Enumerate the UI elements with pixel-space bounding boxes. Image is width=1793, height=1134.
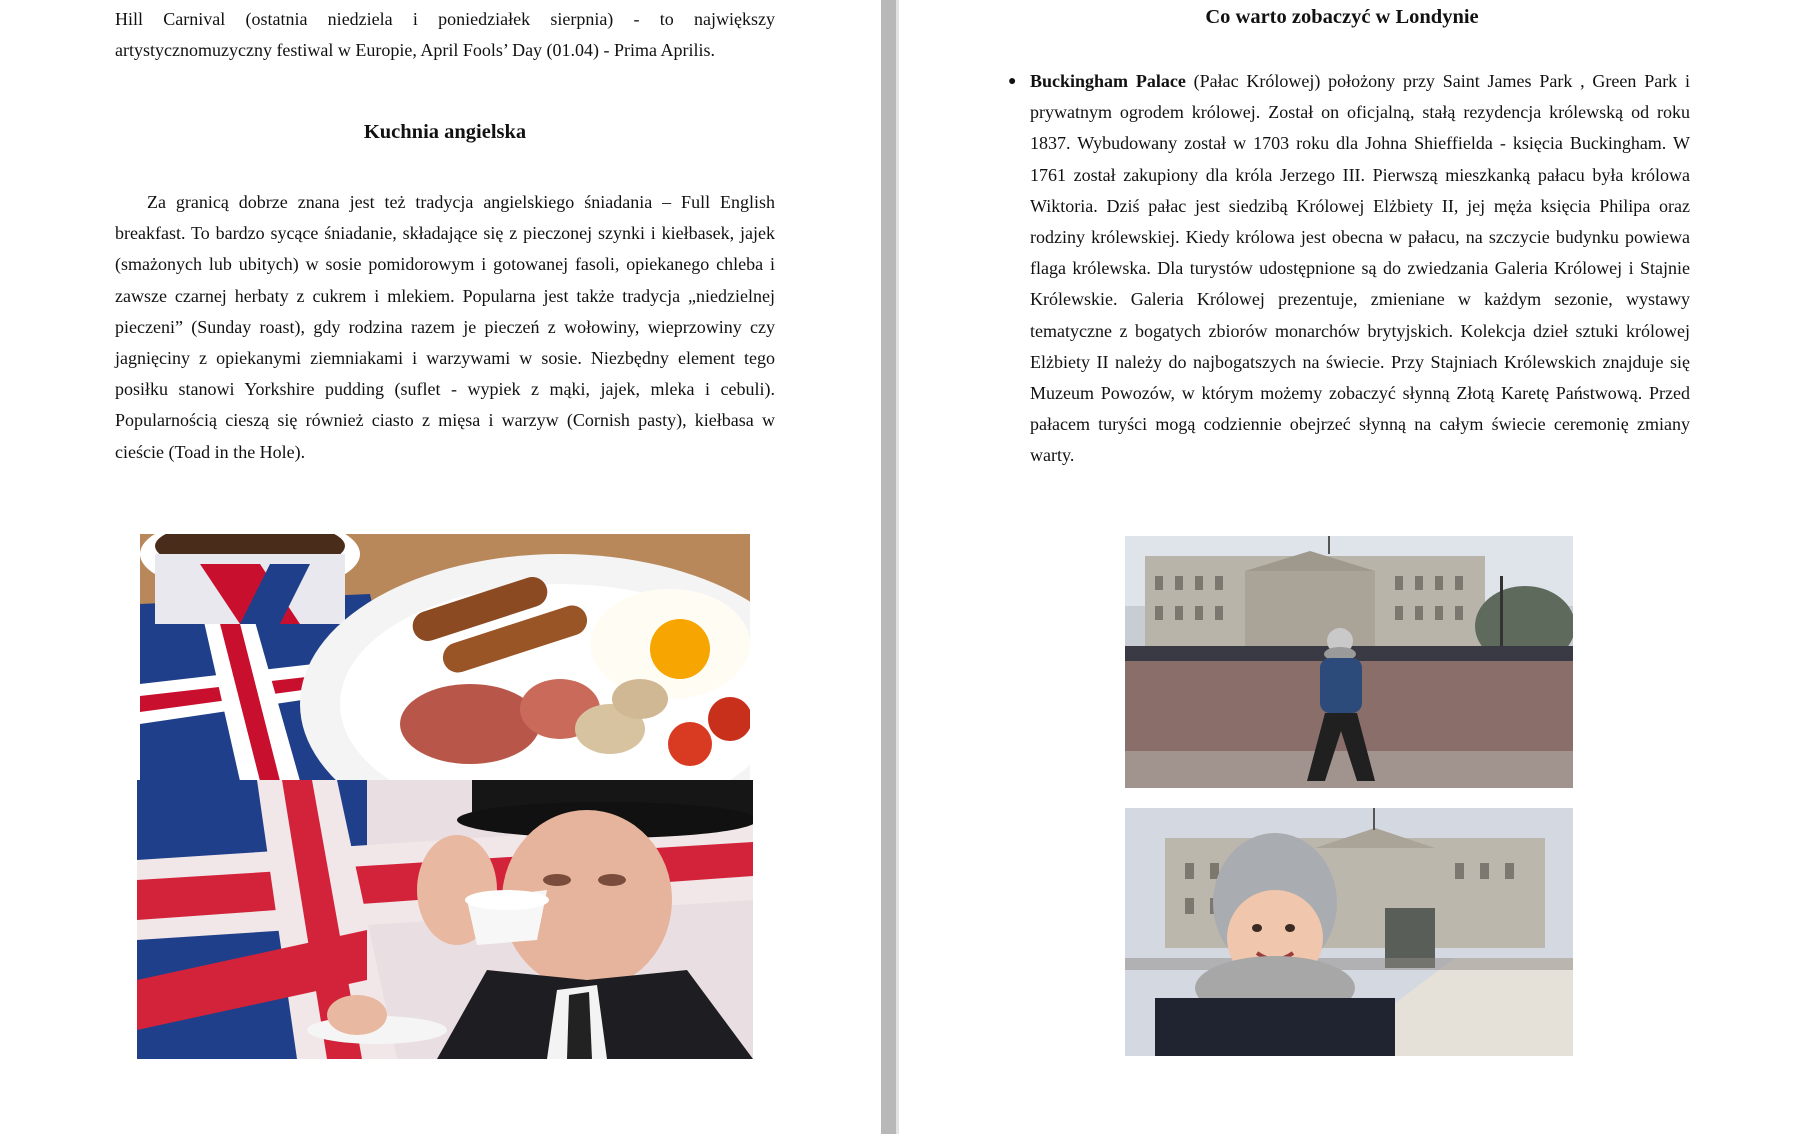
document-page-right	[902, 0, 1793, 1134]
document-page-left	[0, 0, 880, 1134]
bullet-icon: ●	[1008, 74, 1017, 89]
section-heading-london: Co warto zobaczyć w Londynie	[1205, 6, 1479, 28]
section-heading-kuchnia: Kuchnia angielska	[363, 121, 527, 143]
gutter-bar	[881, 0, 896, 1134]
sights-list	[1008, 66, 1690, 472]
buckingham-palace-photo-2	[1125, 808, 1573, 1056]
tea-drinking-man-photo	[137, 780, 753, 1059]
body-paragraph-cuisine: Za granicą dobrze znana jest też tradycja angielskiego śniadania – Full English breakfast. To bardzo sycące śniadanie, składające się z pieczonej szynki i kiełbasek, jajek (smażonych lub ubitych) w sosie pomidorowym i gotowanej fasoli, opiekanego chleba i zawsze czarnej herbaty z cukrem i mlekiem. Popularna jest także tradycja „niedzielnej pieczeni” (Sunday roast), gdy rodzina razem je pieczeń z wołowiny, wieprzowiny czy jagnięciny z opiekanymi ziemniakami i warzywami w sosie. Niezbędny element tego posiłku stanowi Yorkshire pudding (suflet - wypiek z mąki, jajek, mleka i cebuli). Popularnością cieszą się również ciasto z mięsa i warzyw (Cornish pasty), kiełbasa w cieście (Toad in the Hole).	[115, 192, 775, 462]
list-item-buckingham	[1008, 66, 1690, 472]
page-gutter	[880, 0, 902, 1134]
list-item-bold-lead: Buckingham Palace	[1030, 71, 1186, 91]
gutter-shade	[896, 0, 899, 1134]
breakfast-photo	[140, 534, 750, 781]
list-item-text: (Pałac Królowej) położony przy Saint James Park , Green Park i prywatnym ogrodem królowej. Został on oficjalną, stałą rezydencja królewską od roku 1837. Wybudowany został w 1703 roku dla Johna Shieffielda - księcia Buckingham. W 1761 został zakupiony dla króla Jerzego III. Pierwszą mieszkanką pałacu była królowa Wiktoria. Dziś pałac jest siedzibą Królowej Elżbiety II, jej męża księcia Philipa oraz rodziny królewskiej. Kiedy królowa jest obecna w pałacu, na szczycie budynku powiewa flaga królewska. Dla turystów udostępnione są do zwiedzania Galeria Królowej i Stajnie Królewskie. Galeria Królowej prezentuje, zmieniane w każdym sezonie, wystawy tematyczne z bogatych zbiorów monarchów brytyjskich. Kolekcja dzieł sztuki królowej Elżbiety II należy do najbogatszych na świecie. Przy Stajniach Królewskich znajduje się Muzeum Powozów, w którym możemy zobaczyć słynną Złotą Karetę Państwową. Przed pałacem turyści mogą codziennie obejrzeć słynną na całym świecie ceremonię zmiany warty.	[1030, 71, 1690, 466]
intro-paragraph: Hill Carnival (ostatnia niedziela i poniedziałek sierpnia) - to największy artystycznomuzyczny festiwal w Europie, April Fools’ Day (01.04) - Prima Aprilis.	[115, 9, 775, 61]
buckingham-palace-photo-1	[1125, 536, 1573, 788]
